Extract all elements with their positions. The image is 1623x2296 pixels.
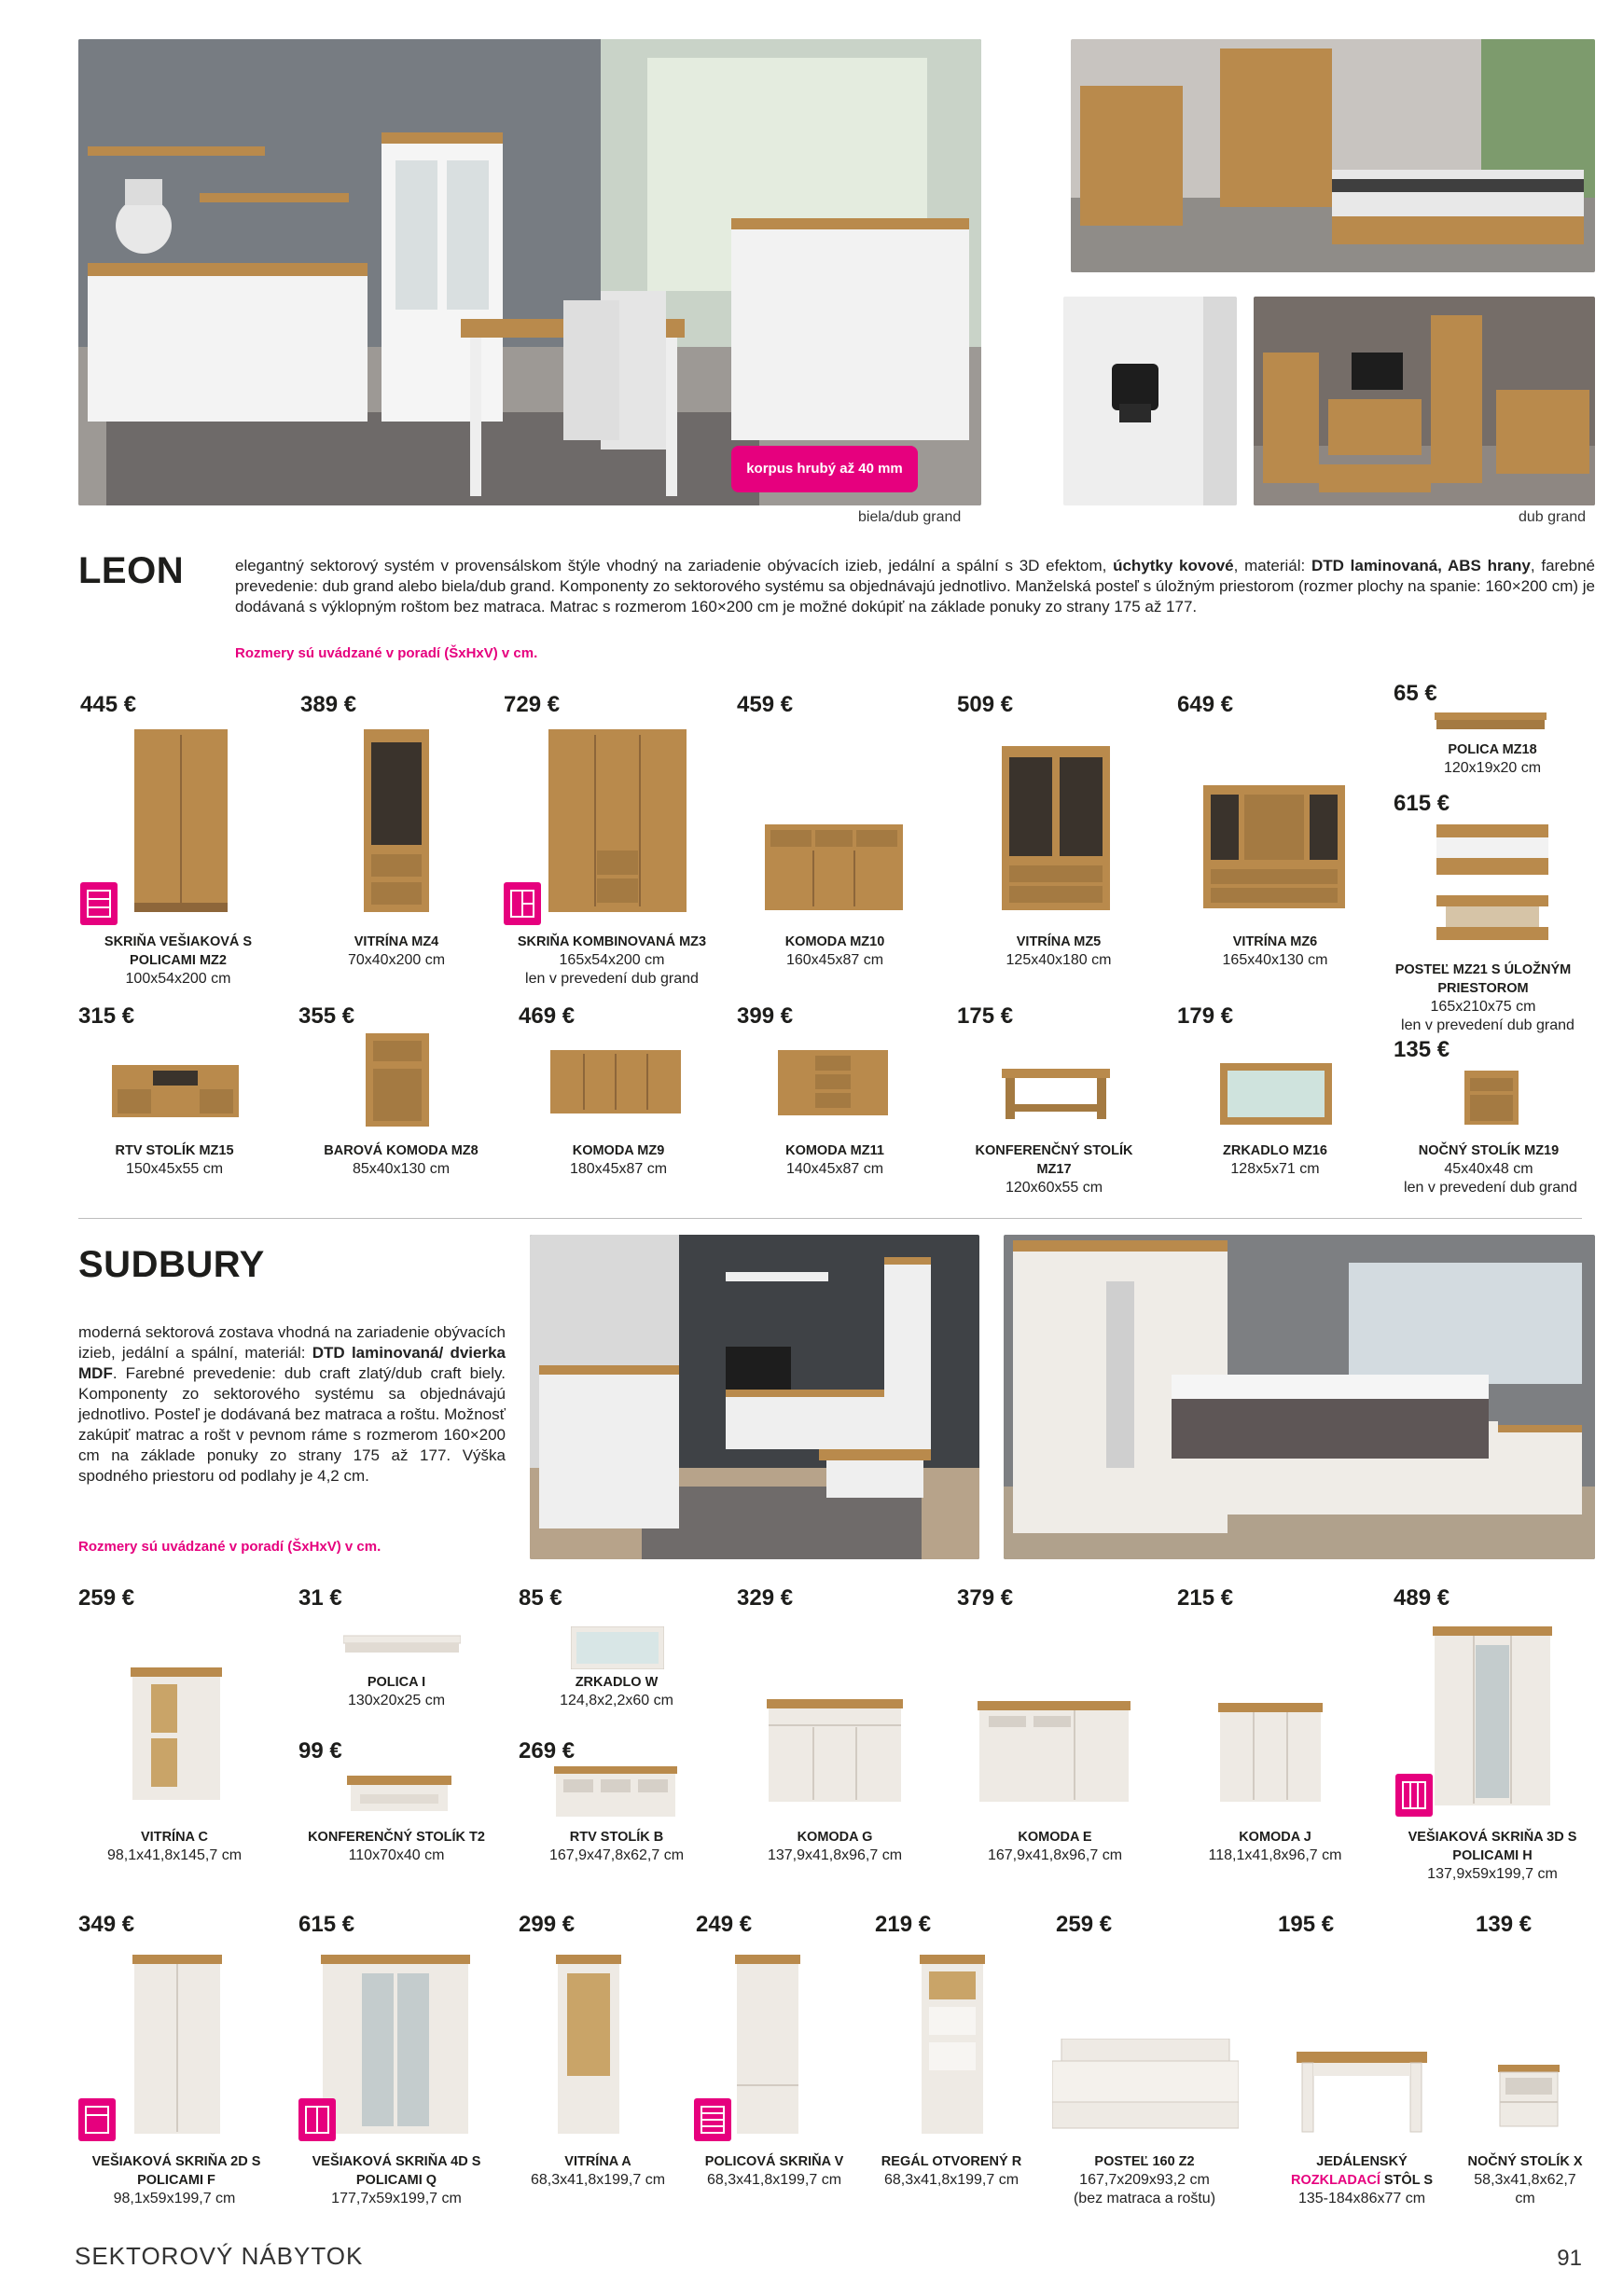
- product-name: RTV STOLÍK B: [569, 1830, 664, 1845]
- product-image: [735, 1955, 800, 2137]
- product-name: JEDÁLENSKÝ ROZKLADACÍ STÔL S: [1291, 2154, 1433, 2188]
- product-image: [763, 824, 905, 914]
- shelf-badge-icon: [694, 2098, 731, 2141]
- price: 489 €: [1394, 1585, 1450, 1611]
- product-name: VEŠIAKOVÁ SKRIŇA 2D S POLICAMI F: [91, 2154, 261, 2188]
- product-dimensions: 70x40x200 cm: [347, 952, 446, 968]
- product-dimensions: 165x40x130 cm: [1222, 952, 1328, 968]
- product-name: KOMODA E: [1018, 1830, 1092, 1845]
- product-image: [131, 729, 231, 916]
- price: 329 €: [737, 1585, 794, 1611]
- product-image: [131, 1667, 222, 1804]
- product-image: [347, 1776, 451, 1817]
- sudbury-dimensions-note: Rozmery sú uvádzané v poradí (ŠxHxV) v cm.: [78, 1539, 381, 1555]
- product-dimensions: 120x60x55 cm: [1005, 1180, 1103, 1196]
- product-name: RTV STOLÍK MZ15: [115, 1143, 234, 1158]
- price: 355 €: [298, 1003, 355, 1029]
- leon-caption-right: dub grand: [1519, 509, 1587, 525]
- product-image: [364, 1033, 431, 1130]
- product-name: BAROVÁ KOMODA MZ8: [324, 1143, 479, 1158]
- product-name: VEŠIAKOVÁ SKRIŇA 4D S POLICAMI Q: [312, 2154, 481, 2188]
- price: 445 €: [80, 692, 137, 717]
- product-dimensions: 137,9x41,8x96,7 cm: [767, 1847, 903, 1863]
- product-name: POSTEĽ MZ21 S ÚLOŽNÝM PRIESTOROM: [1394, 962, 1572, 996]
- product-note: len v prevedení dub grand: [1401, 1017, 1574, 1033]
- price: 509 €: [957, 692, 1014, 717]
- wardrobe-badge-icon: [298, 2098, 336, 2141]
- product-dimensions: 177,7x59x199,7 cm: [331, 2191, 462, 2206]
- product-name: VITRÍNA MZ4: [354, 934, 439, 949]
- wardrobe-badge-icon: [80, 882, 118, 925]
- product-image: [545, 729, 690, 916]
- product-dimensions: 125x40x180 cm: [1006, 952, 1112, 968]
- product-name: SKRIŇA VEŠIAKOVÁ S POLICAMI MZ2: [104, 934, 253, 968]
- section-divider: [78, 1218, 1582, 1219]
- product-dimensions: 68,3x41,8x199,7 cm: [883, 2172, 1020, 2188]
- product-dimensions: 160x45x87 cm: [785, 952, 884, 968]
- product-dimensions: 85x40x130 cm: [352, 1161, 451, 1177]
- product-image: [1201, 785, 1347, 912]
- product-image: [321, 1955, 470, 2137]
- product-image: [571, 1626, 664, 1669]
- product-image: [343, 1634, 461, 1658]
- wardrobe-badge-icon: [1395, 1774, 1433, 1817]
- product-name: NOČNÝ STOLÍK MZ19: [1418, 1143, 1560, 1158]
- price: 379 €: [957, 1585, 1014, 1611]
- product-image: [1002, 1069, 1110, 1123]
- leon-main-photo: [78, 39, 981, 505]
- product-image: [1433, 1626, 1552, 1809]
- price: 315 €: [78, 1003, 135, 1029]
- product-image: [776, 1050, 890, 1119]
- product-dimensions: 124,8x2,2x60 cm: [560, 1693, 673, 1708]
- price: 649 €: [1177, 692, 1234, 717]
- product-note: len v prevedení dub grand: [525, 971, 699, 987]
- product-image: [132, 1955, 222, 2137]
- product-name: ZRKADLO W: [575, 1675, 659, 1690]
- price: 615 €: [298, 1912, 355, 1937]
- product-dimensions: 165x210x75 cm: [1430, 999, 1536, 1015]
- leon-title: LEON: [78, 550, 185, 591]
- product-dimensions: 167,9x47,8x62,7 cm: [548, 1847, 685, 1863]
- product-name: KOMODA MZ11: [785, 1143, 884, 1158]
- product-image: [1435, 711, 1547, 733]
- product-name: SKRIŇA KOMBINOVANÁ MZ3: [517, 934, 707, 949]
- product-name: NOČNÝ STOLÍK X: [1467, 2154, 1583, 2169]
- price: 299 €: [519, 1912, 576, 1937]
- product-image: [362, 729, 431, 916]
- product-dimensions: 165x54x200 cm: [559, 952, 665, 968]
- product-name: VITRÍNA A: [564, 2154, 631, 2169]
- product-image: [1463, 1071, 1520, 1128]
- price: 469 €: [519, 1003, 576, 1029]
- product-name: POLICOVÁ SKRIŇA V: [704, 2154, 844, 2169]
- product-dimensions: 137,9x59x199,7 cm: [1427, 1866, 1558, 1882]
- price: 615 €: [1394, 791, 1450, 816]
- price: 215 €: [1177, 1585, 1234, 1611]
- product-dimensions: 150x45x55 cm: [125, 1161, 224, 1177]
- product-image: [548, 1050, 683, 1117]
- product-dimensions: 98,1x41,8x145,7 cm: [106, 1847, 243, 1863]
- product-note: (bez matraca a roštu): [1073, 2191, 1216, 2206]
- price: 139 €: [1476, 1912, 1533, 1937]
- product-name: REGÁL OTVORENÝ R: [881, 2154, 1022, 2169]
- price: 219 €: [875, 1912, 932, 1937]
- product-name: POLICA MZ18: [1448, 742, 1537, 757]
- product-dimensions: 68,3x41,8x199,7 cm: [706, 2172, 842, 2188]
- product-dimensions: 45x40x48 cm: [1444, 1161, 1533, 1177]
- product-dimensions: 130x20x25 cm: [347, 1693, 446, 1708]
- leon-description: elegantný sektorový systém v provensálskom štýle vhodný na zariadenie obývacích izieb, jedální a spální s 3D efektom, úchytky kovové, materiál: DTD laminovaná, ABS hrany, farebné prevedenie: dub grand alebo biela/dub grand. Komponenty zo sektorového systému sa objednávajú jednotlivo. Manželská posteľ s úložným priestorom (rozmer plochy na spanie: 160×200 cm) je dodávaná s výklopným roštom bez matraca. Matrac s rozmerom 160×200 cm je možné dokúpiť na základe ponuky zo strany 175 až 177.: [235, 557, 1596, 615]
- product-image: [1498, 2065, 1560, 2130]
- price: 135 €: [1394, 1037, 1450, 1062]
- product-dimensions: 167,7x209x93,2 cm: [1079, 2172, 1210, 2188]
- product-image: [556, 1955, 621, 2137]
- sudbury-living-photo: [530, 1235, 979, 1559]
- wardrobe-badge-icon: [78, 2098, 116, 2141]
- sudbury-bedroom-photo: [1004, 1235, 1595, 1559]
- product-dimensions: 167,9x41,8x96,7 cm: [987, 1847, 1123, 1863]
- product-dimensions: 128x5x71 cm: [1230, 1161, 1320, 1177]
- price: 269 €: [519, 1738, 576, 1763]
- product-dimensions: 120x19x20 cm: [1443, 760, 1542, 776]
- leon-living-photo: [1254, 297, 1595, 505]
- price: 349 €: [78, 1912, 135, 1937]
- product-image: [1000, 746, 1112, 914]
- product-image: [767, 1699, 903, 1805]
- product-dimensions: 140x45x87 cm: [785, 1161, 884, 1177]
- leon-handle-photo: [1063, 297, 1237, 505]
- wardrobe-badge-icon: [504, 882, 541, 925]
- product-image: [920, 1955, 985, 2137]
- product-name: ZRKADLO MZ16: [1223, 1143, 1327, 1158]
- product-name: VITRÍNA MZ6: [1232, 934, 1318, 949]
- product-dimensions: 180x45x87 cm: [569, 1161, 668, 1177]
- price: 65 €: [1394, 681, 1437, 706]
- leon-caption-left: biela/dub grand: [858, 509, 962, 525]
- sudbury-title: SUDBURY: [78, 1244, 265, 1285]
- page-number: 91: [1557, 2246, 1582, 2271]
- price: 259 €: [1056, 1912, 1113, 1937]
- product-dimensions: 98,1x59x199,7 cm: [113, 2191, 236, 2206]
- price: 195 €: [1278, 1912, 1335, 1937]
- leon-dimensions-note: Rozmery sú uvádzané v poradí (ŠxHxV) v cm.: [235, 645, 538, 661]
- price: 179 €: [1177, 1003, 1234, 1029]
- product-name: KOMODA J: [1239, 1830, 1311, 1845]
- product-name: VEŠIAKOVÁ SKRIŇA 3D S POLICAMI H: [1408, 1830, 1577, 1863]
- product-name: KOMODA G: [797, 1830, 873, 1845]
- product-image: [978, 1701, 1131, 1805]
- product-dimensions: 110x70x40 cm: [348, 1847, 445, 1863]
- price: 399 €: [737, 1003, 794, 1029]
- price: 389 €: [300, 692, 357, 717]
- product-name: KONFERENČNÝ STOLÍK MZ17: [975, 1143, 1133, 1177]
- product-name: VITRÍNA MZ5: [1016, 934, 1102, 949]
- product-dimensions: 118,1x41,8x96,7 cm: [1208, 1847, 1342, 1863]
- price: 85 €: [519, 1585, 562, 1611]
- price: 729 €: [504, 692, 561, 717]
- price: 259 €: [78, 1585, 135, 1611]
- product-image: [1297, 2052, 1427, 2136]
- leon-photo-tag: korpus hrubý až 40 mm: [731, 446, 918, 492]
- footer-section-title: SEKTOROVÝ NÁBYTOK: [75, 2242, 364, 2270]
- sudbury-description: moderná sektorová zostava vhodná na zariadenie obývacích izieb, jedální a spální, materiál: DTD laminovaná/ dvierka MDF. Farebné prevedenie: dub craft zlatý/dub craft biely. Komponenty zo sektorového systému sa objednávajú jednotlivo. Posteľ je dodávaná bez matraca a roštu. Možnosť zakúpiť matrac a rošt v pevnom ráme s rozmerom 160×200 cm na základe ponuky zo strany 175 až 177. Výška spodného priestoru od podlahy je 4,2 cm.: [78, 1323, 506, 1485]
- price: 459 €: [737, 692, 794, 717]
- product-note: len v prevedení dub grand: [1404, 1180, 1577, 1196]
- price: 31 €: [298, 1585, 342, 1611]
- product-image: [1220, 1063, 1332, 1127]
- product-image: [110, 1065, 241, 1121]
- product-name: KOMODA MZ9: [572, 1143, 665, 1158]
- product-name: KONFERENČNÝ STOLÍK T2: [308, 1830, 485, 1845]
- product-image: [1427, 815, 1558, 946]
- product-dimensions: 135-184x86x77 cm: [1297, 2191, 1426, 2206]
- product-image: [1218, 1703, 1323, 1805]
- product-image: [554, 1766, 677, 1820]
- leon-bedroom-photo: [1071, 39, 1595, 272]
- price: 175 €: [957, 1003, 1014, 1029]
- product-dimensions: 100x54x200 cm: [125, 971, 231, 987]
- product-dimensions: 58,3x41,8x62,7 cm: [1474, 2172, 1576, 2206]
- product-name: VITRÍNA C: [141, 1830, 208, 1845]
- product-name: KOMODA MZ10: [784, 934, 885, 949]
- product-name: POSTEĽ 160 Z2: [1094, 2154, 1195, 2169]
- product-name: POLICA I: [367, 1675, 426, 1690]
- product-dimensions: 68,3x41,8x199,7 cm: [530, 2172, 666, 2188]
- product-image: [1052, 2039, 1239, 2132]
- price: 99 €: [298, 1738, 342, 1763]
- price: 249 €: [696, 1912, 753, 1937]
